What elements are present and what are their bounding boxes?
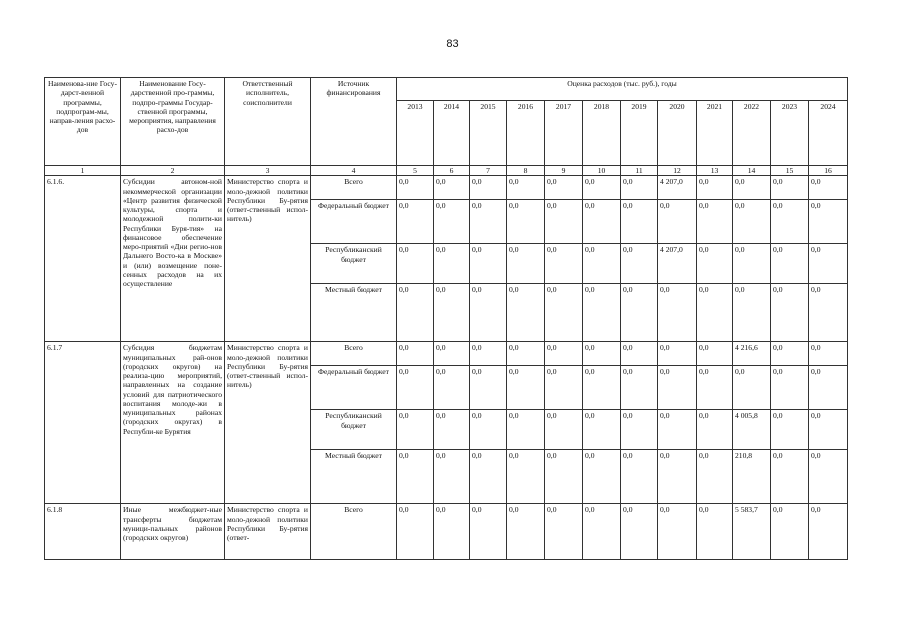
value-cell: 0,0 [397, 410, 434, 450]
value-cell: 0,0 [621, 450, 658, 504]
column-number: 12 [658, 166, 697, 176]
column-number: 13 [697, 166, 733, 176]
value-cell: 0,0 [697, 244, 733, 284]
value-cell: 0,0 [658, 366, 697, 410]
table-row [45, 342, 848, 366]
value-cell: 0,0 [733, 244, 771, 284]
row-code: 6.1.7 [45, 342, 121, 504]
column-number: 11 [621, 166, 658, 176]
value-cell: 0,0 [621, 200, 658, 244]
value-cell: 0,0 [809, 410, 848, 450]
value-cell: 0,0 [658, 504, 697, 560]
year-header: 2023 [771, 101, 809, 166]
value-cell: 0,0 [507, 366, 545, 410]
value-cell: 0,0 [771, 450, 809, 504]
table-body [45, 166, 848, 560]
column-number: 14 [733, 166, 771, 176]
column-number: 3 [225, 166, 311, 176]
year-header: 2014 [434, 101, 470, 166]
value-cell: 0,0 [470, 450, 507, 504]
value-cell: 0,0 [658, 450, 697, 504]
year-header: 2021 [697, 101, 733, 166]
value-cell: 0,0 [507, 284, 545, 342]
value-cell: 0,0 [809, 342, 848, 366]
value-cell: 0,0 [434, 176, 470, 200]
value-cell: 0,0 [507, 342, 545, 366]
column-number: 7 [470, 166, 507, 176]
value-cell: 0,0 [397, 504, 434, 560]
value-cell: 0,0 [545, 410, 583, 450]
source-label: Федеральный бюджет [311, 200, 397, 244]
source-label: Местный бюджет [311, 450, 397, 504]
value-cell: 0,0 [697, 366, 733, 410]
value-cell: 0,0 [507, 410, 545, 450]
column-number: 5 [397, 166, 434, 176]
value-cell: 0,0 [621, 284, 658, 342]
value-cell: 0,0 [545, 342, 583, 366]
value-cell: 0,0 [809, 284, 848, 342]
value-cell: 0,0 [697, 284, 733, 342]
source-label: Всего [311, 504, 397, 560]
value-cell: 0,0 [397, 284, 434, 342]
value-cell: 0,0 [583, 244, 621, 284]
source-label: Республиканский бюджет [311, 244, 397, 284]
column-number: 4 [311, 166, 397, 176]
column-number: 10 [583, 166, 621, 176]
value-cell: 0,0 [434, 342, 470, 366]
column-number: 6 [434, 166, 470, 176]
value-cell: 4 207,0 [658, 244, 697, 284]
value-cell: 0,0 [621, 244, 658, 284]
row-name: Субсидия бюджетам муниципальных рай-онов (городских округов) на реализа-цию мероприятий, направленных на создание условий для патриотического воспитания молоде-жи в муниципальных районах (городских округах) в Республи-ке Бурятия [121, 342, 225, 504]
value-cell: 0,0 [434, 366, 470, 410]
year-header: 2015 [470, 101, 507, 166]
value-cell: 0,0 [621, 366, 658, 410]
value-cell: 0,0 [733, 176, 771, 200]
value-cell: 0,0 [397, 176, 434, 200]
value-cell: 0,0 [771, 176, 809, 200]
value-cell: 0,0 [397, 450, 434, 504]
value-cell: 0,0 [545, 284, 583, 342]
value-cell: 0,0 [583, 342, 621, 366]
value-cell: 0,0 [434, 284, 470, 342]
value-cell: 0,0 [470, 366, 507, 410]
header-row [45, 78, 848, 101]
value-cell: 0,0 [470, 284, 507, 342]
row-executor: Министерство спорта и моло-дежной политики Республики Бу-рятия (ответ-ственный испол-нитель) [225, 342, 311, 504]
page-number: 83 [446, 38, 459, 50]
year-header: 2022 [733, 101, 771, 166]
value-cell: 0,0 [771, 504, 809, 560]
value-cell: 0,0 [397, 342, 434, 366]
value-cell: 0,0 [658, 342, 697, 366]
value-cell: 0,0 [434, 244, 470, 284]
value-cell: 0,0 [545, 366, 583, 410]
year-header: 2019 [621, 101, 658, 166]
value-cell: 0,0 [658, 284, 697, 342]
value-cell: 0,0 [470, 176, 507, 200]
value-cell: 0,0 [434, 200, 470, 244]
header-program: Наименова-ние Госу-дарст-венной программы, подпрограм-мы, направ-ления расхо-дов [45, 78, 121, 166]
value-cell: 0,0 [470, 410, 507, 450]
value-cell: 0,0 [621, 504, 658, 560]
value-cell: 0,0 [697, 176, 733, 200]
value-cell: 0,0 [621, 176, 658, 200]
value-cell: 0,0 [507, 244, 545, 284]
value-cell: 0,0 [733, 284, 771, 342]
year-header: 2016 [507, 101, 545, 166]
column-number: 9 [545, 166, 583, 176]
value-cell: 0,0 [397, 200, 434, 244]
value-cell: 0,0 [583, 504, 621, 560]
value-cell: 0,0 [545, 176, 583, 200]
value-cell: 0,0 [434, 504, 470, 560]
value-cell: 0,0 [434, 410, 470, 450]
header-source: Источник финансирования [311, 78, 397, 166]
value-cell: 0,0 [545, 200, 583, 244]
year-header: 2024 [809, 101, 848, 166]
row-code: 6.1.6. [45, 176, 121, 342]
value-cell: 0,0 [545, 244, 583, 284]
value-cell: 0,0 [809, 450, 848, 504]
value-cell: 0,0 [507, 200, 545, 244]
value-cell: 0,0 [658, 200, 697, 244]
value-cell: 0,0 [470, 342, 507, 366]
value-cell: 0,0 [583, 284, 621, 342]
value-cell: 0,0 [583, 200, 621, 244]
value-cell: 0,0 [583, 366, 621, 410]
row-code: 6.1.8 [45, 504, 121, 560]
value-cell: 0,0 [507, 504, 545, 560]
value-cell: 0,0 [621, 342, 658, 366]
budget-table [44, 77, 848, 560]
row-name: Иные межбюджет-ные трансферты бюджетам муници-пальных районов (городских округов) [121, 504, 225, 560]
value-cell: 0,0 [470, 504, 507, 560]
value-cell: 0,0 [545, 450, 583, 504]
column-number: 2 [121, 166, 225, 176]
value-cell: 4 216,6 [733, 342, 771, 366]
value-cell: 0,0 [809, 244, 848, 284]
value-cell: 0,0 [697, 504, 733, 560]
source-label: Местный бюджет [311, 284, 397, 342]
column-number-row [45, 166, 848, 176]
value-cell: 0,0 [733, 366, 771, 410]
value-cell: 0,0 [697, 410, 733, 450]
value-cell: 0,0 [397, 366, 434, 410]
value-cell: 0,0 [621, 410, 658, 450]
source-label: Всего [311, 176, 397, 200]
value-cell: 0,0 [771, 200, 809, 244]
year-header: 2020 [658, 101, 697, 166]
source-label: Федеральный бюджет [311, 366, 397, 410]
value-cell: 0,0 [809, 504, 848, 560]
source-label: Республиканский бюджет [311, 410, 397, 450]
year-header: 2017 [545, 101, 583, 166]
value-cell: 0,0 [771, 284, 809, 342]
value-cell: 0,0 [809, 366, 848, 410]
year-header: 2018 [583, 101, 621, 166]
row-executor: Министерство спорта и моло-дежной политики Республики Бу-рятия (ответ-ственный испол-нитель) [225, 176, 311, 342]
value-cell: 0,0 [397, 244, 434, 284]
value-cell: 0,0 [809, 200, 848, 244]
row-executor: Министерство спорта и моло-дежной политики Республики Бу-рятия (ответ- [225, 504, 311, 560]
value-cell: 0,0 [583, 410, 621, 450]
column-number: 16 [809, 166, 848, 176]
value-cell: 0,0 [470, 244, 507, 284]
value-cell: 0,0 [658, 410, 697, 450]
value-cell: 0,0 [697, 450, 733, 504]
column-number: 15 [771, 166, 809, 176]
header-estimate: Оценка расходов (тыс. руб.), годы [397, 78, 848, 101]
value-cell: 0,0 [697, 342, 733, 366]
value-cell: 0,0 [771, 244, 809, 284]
value-cell: 0,0 [507, 176, 545, 200]
year-header: 2013 [397, 101, 434, 166]
value-cell: 0,0 [545, 504, 583, 560]
header-name: Наименование Госу-дарственной про-граммы, подпро-граммы Государ-ственной программы, мероприятия, направления расхо-дов [121, 78, 225, 166]
value-cell: 4 005,8 [733, 410, 771, 450]
value-cell: 0,0 [771, 410, 809, 450]
row-name: Субсидии автоном-ной некоммерческой организации «Центр развития физической культуры, спорта и молодежной полити-ки Республики Буря-тия» на финансовое обеспечение меро-приятий «Дни регио-нов Дальнего Восто-ка в Москве» и (или) возмещение поне-сенных расходов на их осуществление [121, 176, 225, 342]
value-cell: 210,8 [733, 450, 771, 504]
value-cell: 4 207,0 [658, 176, 697, 200]
column-number: 8 [507, 166, 545, 176]
value-cell: 0,0 [771, 366, 809, 410]
value-cell: 0,0 [470, 200, 507, 244]
value-cell: 0,0 [733, 200, 771, 244]
value-cell: 0,0 [434, 450, 470, 504]
source-label: Всего [311, 342, 397, 366]
value-cell: 0,0 [809, 176, 848, 200]
header-executor: Ответственный исполнитель, соисполнители [225, 78, 311, 166]
value-cell: 0,0 [583, 176, 621, 200]
table-row [45, 176, 848, 200]
column-number: 1 [45, 166, 121, 176]
value-cell: 0,0 [583, 450, 621, 504]
table-row [45, 504, 848, 560]
value-cell: 0,0 [507, 450, 545, 504]
value-cell: 0,0 [697, 200, 733, 244]
value-cell: 0,0 [771, 342, 809, 366]
value-cell: 5 583,7 [733, 504, 771, 560]
